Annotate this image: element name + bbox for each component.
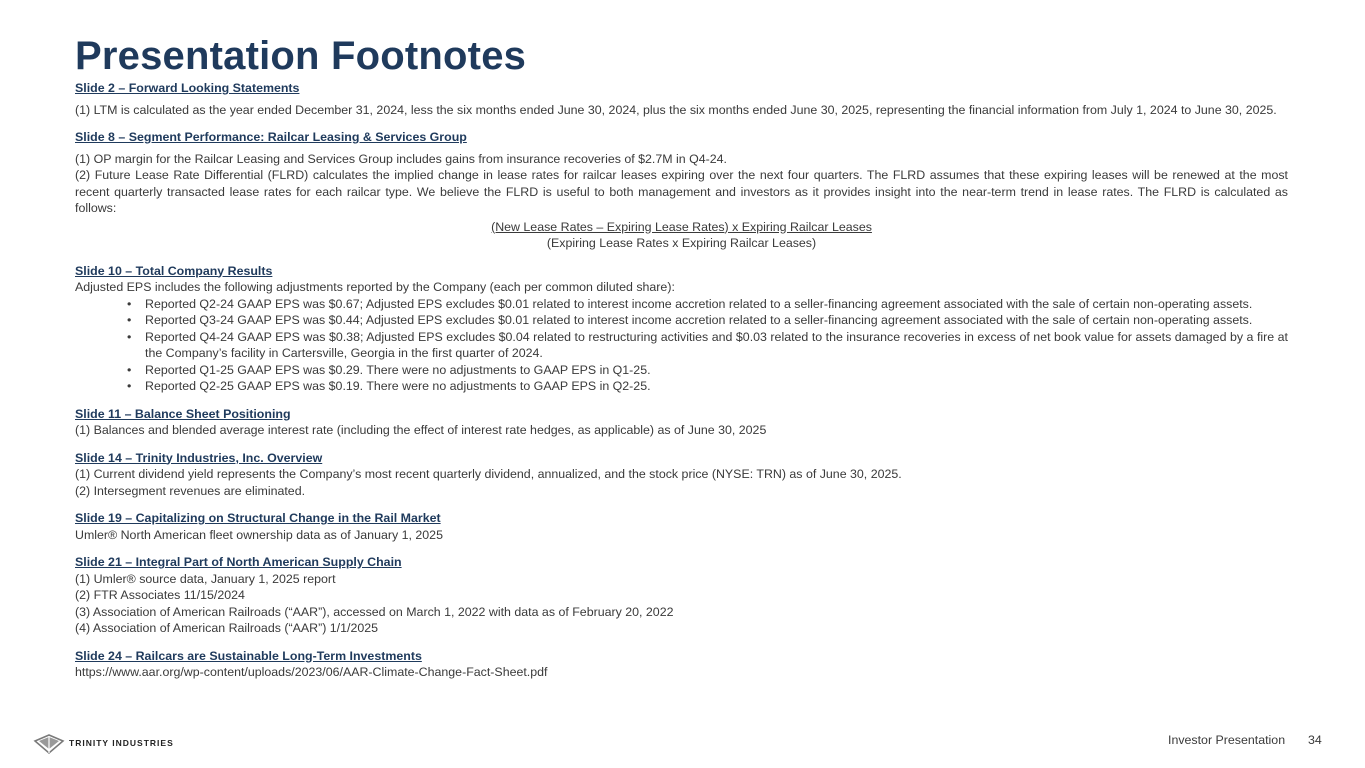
section-heading-slide-10: Slide 10 – Total Company Results xyxy=(75,263,273,278)
footnote-line: (3) Association of American Railroads (“AAR”), accessed on March 1, 2022 with data as of February 20, 2022 xyxy=(75,604,674,619)
logo-wordmark: TRINITY INDUSTRIES xyxy=(69,738,174,748)
formula-numerator: (New Lease Rates – Expiring Lease Rates) x Expiring Railcar Leases xyxy=(491,219,872,234)
footnote-paragraph: (2) Intersegment revenues are eliminated. xyxy=(75,483,306,498)
footnote-paragraph: (1) Balances and blended average interest rate (including the effect of interest rate hedges, as applicable) as of June 30, 2025 xyxy=(75,423,767,437)
section-heading-slide-8: Slide 8 – Segment Performance: Railcar Leasing & Services Group xyxy=(75,130,467,144)
footnote-line: (1) Umler® source data, January 1, 2025 report xyxy=(75,571,336,586)
footer-label: Investor Presentation xyxy=(1168,733,1286,747)
section-heading-slide-21: Slide 21 – Integral Part of North American Supply Chain xyxy=(75,555,402,569)
page-number: 34 xyxy=(1308,733,1322,747)
footnote-paragraph: Umler® North American fleet ownership data as of January 1, 2025 xyxy=(75,527,443,542)
trinity-emblem-icon xyxy=(33,733,65,755)
footnote-paragraph: (2) Future Lease Rate Differential (FLRD) calculates the implied change in lease rates for railcar leases expiring over the next four quarters. The FLRD assumes that these expiring leases will be renewed at the most recent quarterly transacted lease rates for each railcar type. We believe the FLRD is useful to both management and investors as it provides insight into the near-term trend in lease rates. The FLRD is calculated as follows: xyxy=(75,168,1288,215)
section-heading-slide-14: Slide 14 – Trinity Industries, Inc. Overview xyxy=(75,450,323,465)
flrd-formula xyxy=(75,219,1288,252)
list-item: • Reported Q2-25 GAAP EPS was $0.19. There were no adjustments to GAAP EPS in Q2-25. xyxy=(145,378,1288,395)
trinity-logo xyxy=(33,733,193,755)
section-heading-slide-11: Slide 11 – Balance Sheet Positioning xyxy=(75,406,291,421)
page-title: Presentation Footnotes xyxy=(75,34,527,78)
formula-denominator: (Expiring Lease Rates x Expiring Railcar Leases) xyxy=(546,236,817,250)
source-url: https://www.aar.org/wp-content/uploads/2023/06/AAR-Climate-Change-Fact-Sheet.pdf xyxy=(75,665,548,679)
footnote-paragraph: (1) LTM is calculated as the year ended December 31, 2024, less the six months ended June 30, 2024, plus the six months ended June 30, 2025, representing the financial information from July 1, 2024 to June 30, 2025. xyxy=(75,102,1277,117)
section-heading-slide-2: Slide 2 – Forward Looking Statements xyxy=(75,81,300,95)
list-item: • Reported Q3-24 GAAP EPS was $0.44; Adjusted EPS excludes $0.01 related to interest income accretion related to a seller-financing agreement associated with the sale of certain non-operating assets. xyxy=(145,312,1288,329)
adjustments-list xyxy=(75,296,1288,395)
list-item: • Reported Q1-25 GAAP EPS was $0.29. There were no adjustments to GAAP EPS in Q1-25. xyxy=(145,362,1288,379)
section-heading-slide-19: Slide 19 – Capitalizing on Structural Change in the Rail Market xyxy=(75,511,441,525)
footnotes-content xyxy=(75,80,1288,681)
section-heading-slide-24: Slide 24 – Railcars are Sustainable Long-Term Investments xyxy=(75,648,422,663)
footnote-paragraph: (1) OP margin for the Railcar Leasing and Services Group includes gains from insurance recoveries of $2.7M in Q4-24. xyxy=(75,151,727,166)
list-item: • Reported Q2-24 GAAP EPS was $0.67; Adjusted EPS excludes $0.01 related to interest income accretion related to a seller-financing agreement associated with the sale of certain non-operating assets. xyxy=(145,296,1288,313)
footnote-line: (2) FTR Associates 11/15/2024 xyxy=(75,588,245,602)
footnote-paragraph: (1) Current dividend yield represents the Company’s most recent quarterly dividend, annualized, and the stock price (NYSE: TRN) as of June 30, 2025. xyxy=(75,467,902,481)
footnote-paragraph: Adjusted EPS includes the following adjustments reported by the Company (each per common diluted share): xyxy=(75,280,675,294)
list-item: • Reported Q4-24 GAAP EPS was $0.38; Adjusted EPS excludes $0.04 related to restructuring activities and $0.03 related to the insurance recoveries in excess of net book value for assets damaged by a fire at the Company’s facility in Cartersville, Georgia in the first quarter of 2024. xyxy=(145,329,1288,362)
footnote-line: (4) Association of American Railroads (“AAR”) 1/1/2025 xyxy=(75,621,379,635)
